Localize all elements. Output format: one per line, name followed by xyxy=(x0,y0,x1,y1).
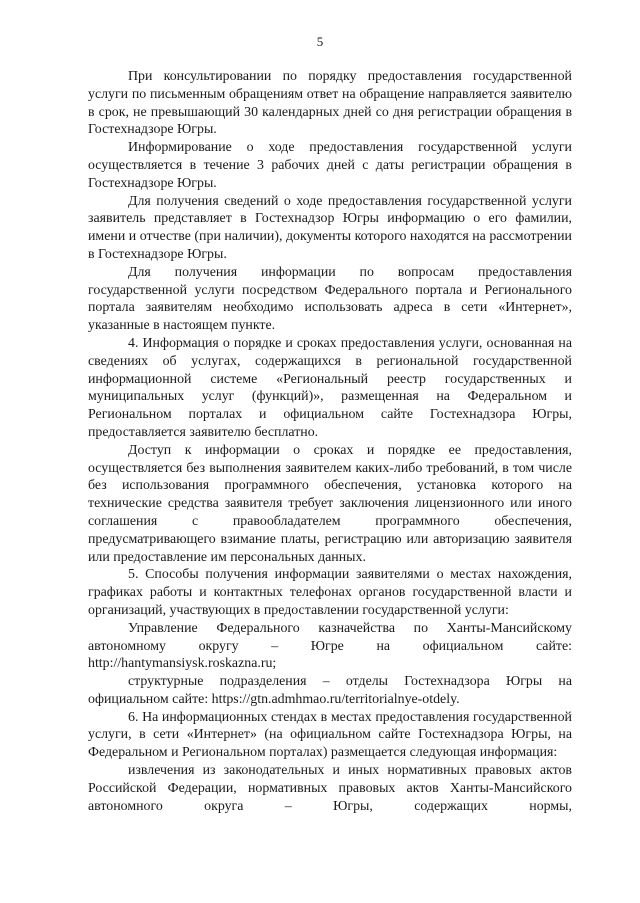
paragraph-item-4: 4. Информация о порядке и сроках предоставления услуги, основанная на сведениях об услугах, содержащихся в региональной государственной информационной системе «Региональный реестр государственных и муниципальных услуг (функций)», размещенная на Федеральном и Региональном порталах и официальном сайте Гостехнадзора Югры, предоставляется заявителю бесплатно. xyxy=(88,335,572,440)
paragraph-portal-addresses: Для получения информации по вопросам предоставления государственной услуги посредством Федерального портала и Регионального портала заявителям необходимо использовать адреса в сети «Интернет», указанные в настоящем пункте. xyxy=(88,264,572,334)
paragraph-item-6: 6. На информационных стендах в местах предоставления государственной услуги, в сети «Интернет» (на официальном сайте Гостехнадзора Югры, на Федеральном и Региональном порталах) размещается следующая информация: xyxy=(88,709,572,761)
paragraph-item-5: 5. Способы получения информации заявителями о местах нахождения, графиках работы и контактных телефонах органов государственной власти и организаций, участвующих в предоставлении государственной услуги: xyxy=(88,567,572,618)
paragraph-progress-informing: Информирование о ходе предоставления государственной услуги осуществляется в течение 3 рабочих дней с даты регистрации обращения в Гостехнадзоре Югры. xyxy=(88,140,572,191)
paragraph-territorial-offices: структурные подразделения – отделы Гостехнадзора Югры на официальном сайте: https://gtn.admhmao.ru/territorialnye-otdely. xyxy=(88,674,572,707)
body-text xyxy=(88,68,572,815)
paragraph-treasury-site: Управление Федерального казначейства по Ханты-Мансийскому автономному округу – Югре на официальном сайте: http://hantymansiysk.roskazna.ru; xyxy=(88,620,572,672)
paragraph-consultation-response: При консультировании по порядку предоставления государственной услуги по письменным обращениям ответ на обращение направляется заявителю в срок, не превышающий 30 календарных дней со дня регистрации обращения в Гостехнадзоре Югры. xyxy=(88,69,572,138)
paragraph-progress-request: Для получения сведений о ходе предоставления государственной услуги заявитель представляет в Гостехнадзор Югры информацию о его фамилии, имени и отчестве (при наличии), документы которого находятся на рассмотрении в Гостехнадзоре Югры. xyxy=(88,193,572,262)
page-number: 5 xyxy=(316,34,324,49)
paragraph-free-access: Доступ к информации о сроках и порядке ее предоставления, осуществляется без выполнения заявителем каких-либо требований, в том числе без использования программного обеспечения, установка которого на технические средства заявителя требует заключения лицензионного или иного соглашения с правообладателем программного обеспечения, предусматривающего взимание платы, регистрацию или авторизацию заявителя или предоставление им персональных данных. xyxy=(88,442,572,565)
paragraph-legal-extracts: извлечения из законодательных и иных нормативных правовых актов Российской Федерации, нормативных правовых актов Ханты-Мансийского автономного округа – Югры, содержащих нормы, xyxy=(88,763,572,814)
